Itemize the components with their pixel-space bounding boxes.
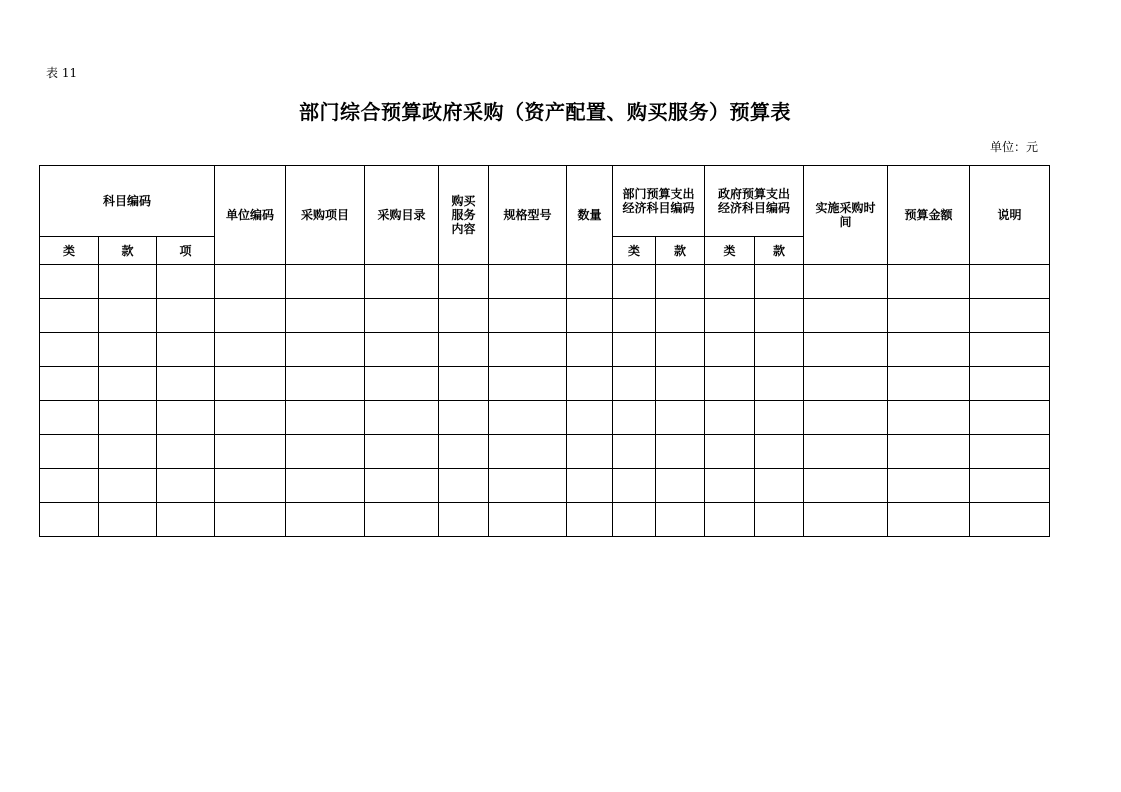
header-spec-model: 规格型号 [489,166,567,265]
table-cell [613,333,656,367]
table-cell [215,265,286,299]
header-xiang: 项 [157,237,215,265]
table-cell [656,367,705,401]
table-cell [489,401,567,435]
budget-table [39,165,1050,537]
table-cell [365,503,439,537]
table-row [40,469,1050,503]
table-cell [365,265,439,299]
table-cell [705,333,755,367]
unit-label: 单位：元 [990,140,1039,154]
table-cell [489,503,567,537]
table-cell [567,503,613,537]
table-cell [40,503,99,537]
table-cell [567,469,613,503]
table-cell [286,333,365,367]
header-quantity: 数量 [567,166,613,265]
table-cell [804,299,888,333]
table-row [40,333,1050,367]
table-cell [365,401,439,435]
table-cell [888,333,970,367]
table-cell [755,435,804,469]
table-cell [656,503,705,537]
table-cell [489,299,567,333]
table-cell [755,333,804,367]
table-cell [755,265,804,299]
page-title: 部门综合预算政府采购（资产配置、购买服务）预算表 [299,100,791,124]
header-service-content: 购买服务内容 [439,166,489,265]
table-cell [755,469,804,503]
table-cell [888,299,970,333]
table-cell [705,503,755,537]
table-cell [439,367,489,401]
table-cell [656,435,705,469]
table-cell [567,401,613,435]
table-cell [888,265,970,299]
table-cell [705,299,755,333]
table-cell [99,367,157,401]
table-cell [656,333,705,367]
table-cell [215,333,286,367]
table-cell [439,265,489,299]
table-cell [970,469,1050,503]
header-procurement-item: 采购项目 [286,166,365,265]
table-cell [613,265,656,299]
table-cell [99,401,157,435]
table-cell [970,435,1050,469]
table-cell [365,435,439,469]
table-cell [489,265,567,299]
table-number: 表 11 [46,66,78,80]
table-cell [656,265,705,299]
table-cell [888,435,970,469]
table-cell [439,469,489,503]
table-cell [888,367,970,401]
header-dept-kuan: 款 [656,237,705,265]
table-cell [705,435,755,469]
table-cell [705,265,755,299]
table-cell [705,367,755,401]
table-cell [99,333,157,367]
table-cell [656,299,705,333]
table-cell [286,299,365,333]
table-cell [157,503,215,537]
table-cell [99,265,157,299]
table-body [40,265,1050,537]
table-cell [489,367,567,401]
table-cell [286,401,365,435]
table-cell [365,299,439,333]
header-dept-lei: 类 [613,237,656,265]
table-cell [157,265,215,299]
table-cell [489,435,567,469]
table-cell [157,299,215,333]
table-cell [567,367,613,401]
table-cell [970,299,1050,333]
table-cell [286,265,365,299]
table-cell [705,401,755,435]
table-cell [40,333,99,367]
table-cell [567,265,613,299]
table-cell [804,265,888,299]
table-cell [439,299,489,333]
table-cell [755,367,804,401]
table-cell [804,333,888,367]
table-cell [286,469,365,503]
header-impl-time: 实施采购时间 [804,166,888,265]
table-cell [804,435,888,469]
table-row [40,367,1050,401]
table-cell [567,299,613,333]
table-cell [970,367,1050,401]
table-row [40,503,1050,537]
table-cell [705,469,755,503]
table-cell [888,401,970,435]
table-cell [99,435,157,469]
table-cell [970,503,1050,537]
table-cell [489,333,567,367]
header-gov-lei: 类 [705,237,755,265]
table-cell [439,333,489,367]
table-cell [804,401,888,435]
table-cell [804,503,888,537]
table-cell [439,435,489,469]
table-cell [40,435,99,469]
table-cell [40,401,99,435]
table-cell [286,435,365,469]
table-cell [755,503,804,537]
table-cell [755,299,804,333]
table-cell [157,401,215,435]
table-cell [439,503,489,537]
header-lei: 类 [40,237,99,265]
table-cell [215,401,286,435]
header-gov-kuan: 款 [755,237,804,265]
table-cell [804,469,888,503]
table-cell [888,469,970,503]
table-cell [40,265,99,299]
table-row [40,401,1050,435]
table-cell [99,469,157,503]
table-cell [365,333,439,367]
header-unit-code: 单位编码 [215,166,286,265]
table-cell [489,469,567,503]
header-procurement-catalog: 采购目录 [365,166,439,265]
table-cell [215,469,286,503]
table-cell [99,299,157,333]
table-cell [567,435,613,469]
table-cell [40,299,99,333]
table-cell [215,367,286,401]
table-cell [970,333,1050,367]
table-cell [40,469,99,503]
table-cell [286,503,365,537]
table-cell [99,503,157,537]
table-row [40,435,1050,469]
table-cell [215,299,286,333]
table-cell [215,503,286,537]
table-cell [755,401,804,435]
table-cell [888,503,970,537]
table-row [40,265,1050,299]
table-cell [656,401,705,435]
table-cell [613,503,656,537]
table-cell [804,367,888,401]
table-cell [970,401,1050,435]
header-budget-amount: 预算金额 [888,166,970,265]
table-cell [439,401,489,435]
header-dept-econ-code: 部门预算支出经济科目编码 [613,166,705,237]
table-row [40,299,1050,333]
header-subject-code: 科目编码 [40,166,215,237]
table-cell [157,367,215,401]
table-cell [365,469,439,503]
table-cell [567,333,613,367]
table-cell [613,367,656,401]
header-kuan: 款 [99,237,157,265]
table-cell [40,367,99,401]
table-cell [157,435,215,469]
table-cell [157,333,215,367]
table-cell [286,367,365,401]
table-cell [215,435,286,469]
header-remarks: 说明 [970,166,1050,265]
table-cell [613,469,656,503]
table-cell [613,435,656,469]
table-cell [365,367,439,401]
header-gov-econ-code: 政府预算支出经济科目编码 [705,166,804,237]
table-cell [656,469,705,503]
table-cell [613,401,656,435]
table-cell [157,469,215,503]
table-cell [613,299,656,333]
table-cell [970,265,1050,299]
